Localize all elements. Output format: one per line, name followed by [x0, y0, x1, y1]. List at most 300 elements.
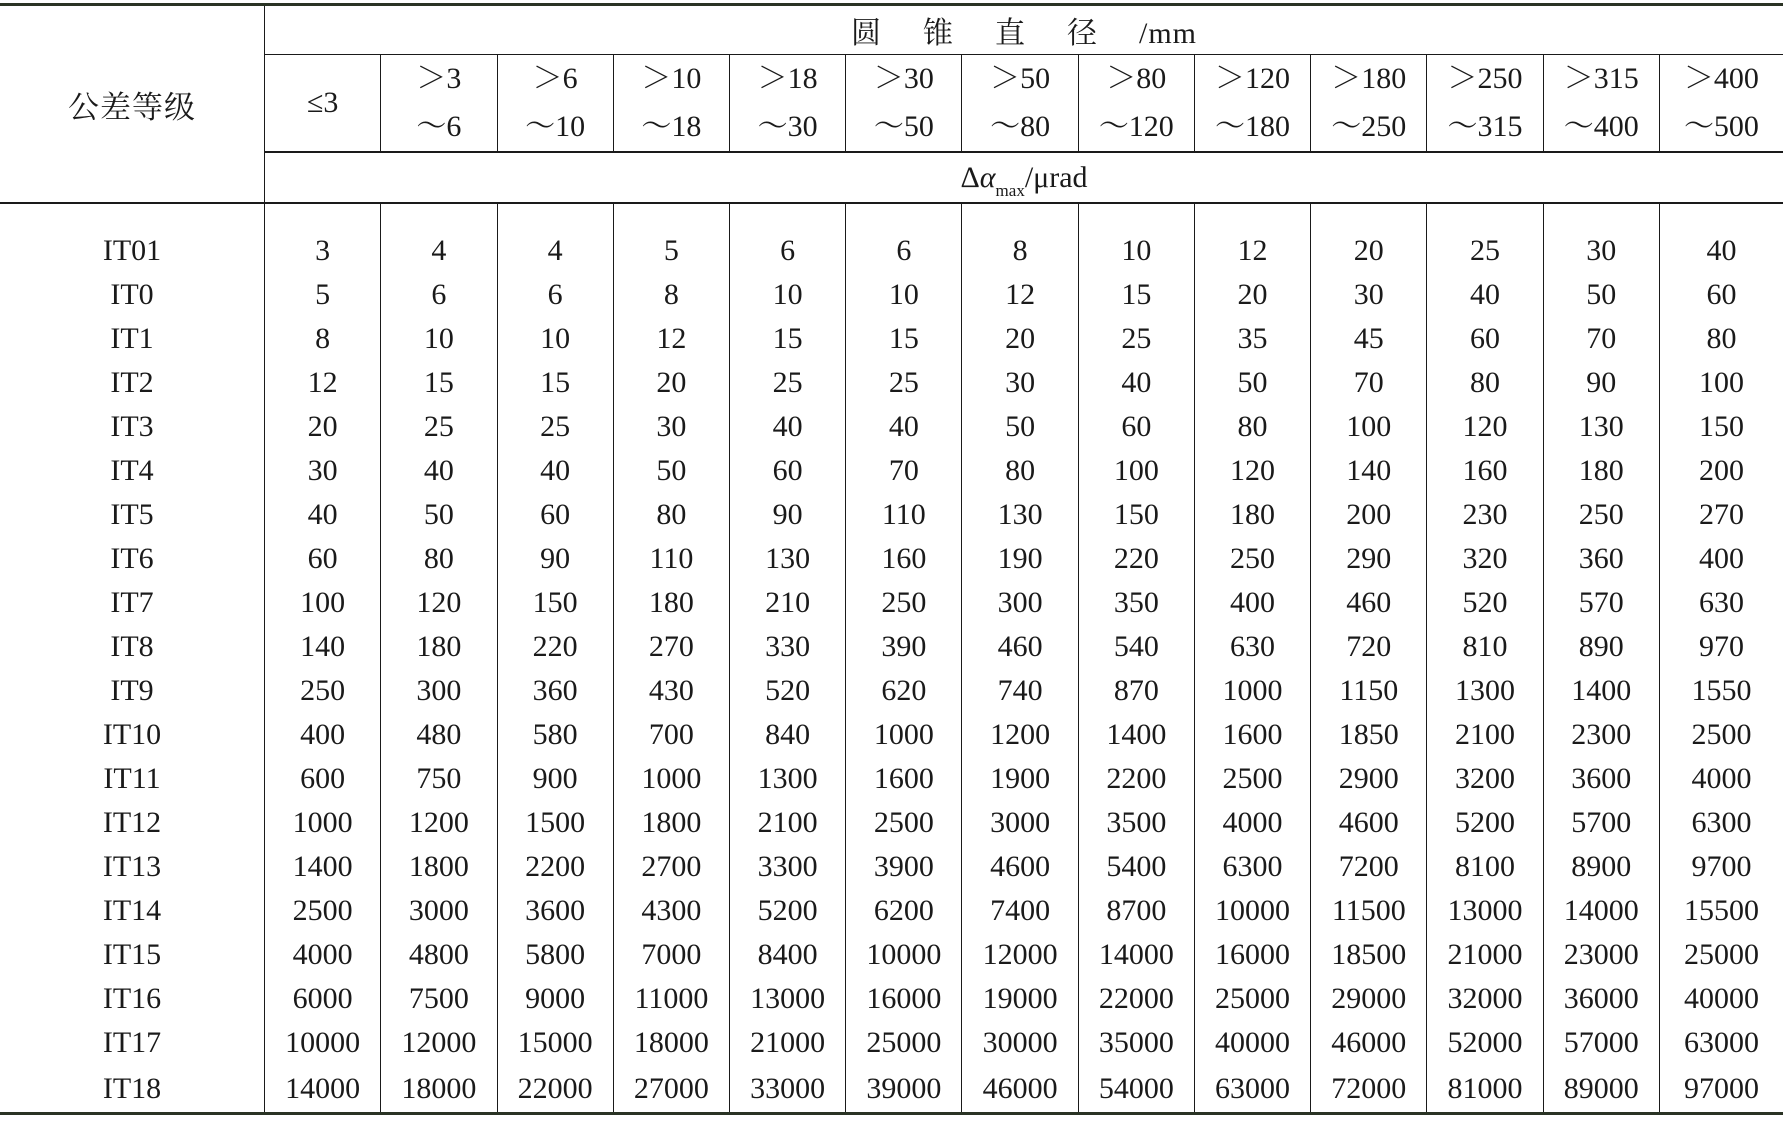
range-lower: ＞3: [416, 62, 462, 95]
table-row: [0, 801, 1783, 845]
value-cell: 6: [730, 229, 846, 273]
value-cell: 14000: [265, 1065, 381, 1114]
value-cell: 18000: [613, 1021, 729, 1065]
value-cell: 120: [1427, 405, 1543, 449]
value-cell: 60: [497, 493, 613, 537]
spacer-cell: [1194, 203, 1310, 229]
value-cell: 3600: [497, 889, 613, 933]
value-cell: 25000: [1194, 977, 1310, 1021]
value-cell: 25000: [1659, 933, 1783, 977]
range-header-cell: [497, 55, 613, 153]
value-cell: 72000: [1311, 1065, 1427, 1114]
value-cell: 1400: [1078, 713, 1194, 757]
value-cell: 5: [613, 229, 729, 273]
value-cell: 2100: [730, 801, 846, 845]
spacer-cell: [497, 203, 613, 229]
grade-cell: IT13: [102, 850, 162, 883]
unit-header: [265, 152, 1783, 203]
value-cell: 10: [497, 317, 613, 361]
range-upper: ～500: [1683, 110, 1759, 143]
value-cell: 200: [1311, 493, 1427, 537]
spacer-cell: [1543, 203, 1659, 229]
value-cell: 30: [613, 405, 729, 449]
value-cell: 2200: [1078, 757, 1194, 801]
range-header-cell: [1543, 55, 1659, 153]
value-cell: 3000: [962, 801, 1078, 845]
unit-alpha: α: [979, 160, 996, 194]
spacer-row: [0, 203, 1783, 229]
table-row: [0, 361, 1783, 405]
value-cell: 5400: [1078, 845, 1194, 889]
value-cell: 60: [1078, 405, 1194, 449]
value-cell: 60: [1659, 273, 1783, 317]
value-cell: 5: [265, 273, 381, 317]
range-header-cell: [730, 55, 846, 153]
range-upper: ～6: [416, 110, 462, 143]
value-cell: 40: [381, 449, 497, 493]
value-cell: 50: [1194, 361, 1310, 405]
unit-subscript: max: [995, 180, 1025, 200]
value-cell: 2200: [497, 845, 613, 889]
value-cell: 57000: [1543, 1021, 1659, 1065]
value-cell: 8700: [1078, 889, 1194, 933]
range-label: ≤3: [306, 86, 339, 119]
value-cell: 7400: [962, 889, 1078, 933]
range-header-cell: [1659, 55, 1783, 153]
value-cell: 2500: [1659, 713, 1783, 757]
value-cell: 70: [1311, 361, 1427, 405]
value-cell: 160: [846, 537, 962, 581]
value-cell: 18000: [381, 1065, 497, 1114]
value-cell: 4600: [962, 845, 1078, 889]
spacer-cell: [0, 203, 265, 229]
value-cell: 12: [265, 361, 381, 405]
table-row: [0, 493, 1783, 537]
grade-cell: IT17: [102, 1026, 162, 1059]
value-cell: 22000: [1078, 977, 1194, 1021]
value-cell: 80: [1659, 317, 1783, 361]
header-row-title: [0, 5, 1783, 55]
value-cell: 520: [1427, 581, 1543, 625]
value-cell: 80: [381, 537, 497, 581]
range-header-cell: [265, 55, 381, 153]
value-cell: 6200: [846, 889, 962, 933]
table-row: [0, 229, 1783, 273]
grade-cell: IT8: [110, 630, 154, 663]
value-cell: 20: [1194, 273, 1310, 317]
grade-cell: IT4: [110, 454, 154, 487]
value-cell: 460: [962, 625, 1078, 669]
value-cell: 5200: [1427, 801, 1543, 845]
value-cell: 870: [1078, 669, 1194, 713]
value-cell: 8400: [730, 933, 846, 977]
value-cell: 4300: [613, 889, 729, 933]
value-cell: 12: [613, 317, 729, 361]
table-row: [0, 669, 1783, 713]
range-header-cell: [613, 55, 729, 153]
range-upper: ～80: [990, 110, 1051, 143]
value-cell: 6000: [265, 977, 381, 1021]
header-row-ranges: [0, 55, 1783, 153]
value-cell: 3900: [846, 845, 962, 889]
table-row: [0, 977, 1783, 1021]
value-cell: 40000: [1194, 1021, 1310, 1065]
value-cell: 13000: [1427, 889, 1543, 933]
value-cell: 50: [962, 405, 1078, 449]
value-cell: 7200: [1311, 845, 1427, 889]
value-cell: 840: [730, 713, 846, 757]
spacer-cell: [846, 203, 962, 229]
value-cell: 630: [1194, 625, 1310, 669]
value-cell: 25: [1078, 317, 1194, 361]
table-row: [0, 317, 1783, 361]
value-cell: 200: [1659, 449, 1783, 493]
value-cell: 15000: [497, 1021, 613, 1065]
value-cell: 6300: [1659, 801, 1783, 845]
value-cell: 100: [1311, 405, 1427, 449]
value-cell: 23000: [1543, 933, 1659, 977]
value-cell: 190: [962, 537, 1078, 581]
value-cell: 4800: [381, 933, 497, 977]
value-cell: 270: [1659, 493, 1783, 537]
table-row: [0, 933, 1783, 977]
table-row: [0, 713, 1783, 757]
spacer-cell: [962, 203, 1078, 229]
value-cell: 4000: [1659, 757, 1783, 801]
table-row: [0, 1065, 1783, 1114]
value-cell: 15: [846, 317, 962, 361]
value-cell: 1550: [1659, 669, 1783, 713]
value-cell: 20: [962, 317, 1078, 361]
value-cell: 30: [1543, 229, 1659, 273]
spacer-cell: [1311, 203, 1427, 229]
value-cell: 80: [613, 493, 729, 537]
table-row: [0, 273, 1783, 317]
value-cell: 10000: [265, 1021, 381, 1065]
value-cell: 35: [1194, 317, 1310, 361]
value-cell: 29000: [1311, 977, 1427, 1021]
value-cell: 360: [497, 669, 613, 713]
value-cell: 1300: [1427, 669, 1543, 713]
value-cell: 25: [846, 361, 962, 405]
value-cell: 890: [1543, 625, 1659, 669]
value-cell: 90: [730, 493, 846, 537]
grade-cell: IT2: [110, 366, 154, 399]
grade-cell: IT6: [110, 542, 154, 575]
table-row: [0, 537, 1783, 581]
value-cell: 30: [1311, 273, 1427, 317]
value-cell: 810: [1427, 625, 1543, 669]
value-cell: 30: [962, 361, 1078, 405]
value-cell: 15: [1078, 273, 1194, 317]
value-cell: 20: [265, 405, 381, 449]
value-cell: 150: [1659, 405, 1783, 449]
table-row: [0, 757, 1783, 801]
value-cell: 210: [730, 581, 846, 625]
value-cell: 3600: [1543, 757, 1659, 801]
value-cell: 60: [1427, 317, 1543, 361]
grade-cell: IT16: [102, 982, 162, 1015]
value-cell: 570: [1543, 581, 1659, 625]
range-lower: ＞400: [1683, 62, 1759, 95]
value-cell: 25000: [846, 1021, 962, 1065]
range-lower: ＞180: [1331, 62, 1407, 95]
value-cell: 1800: [613, 801, 729, 845]
value-cell: 4000: [265, 933, 381, 977]
value-cell: 16000: [1194, 933, 1310, 977]
value-cell: 3500: [1078, 801, 1194, 845]
value-cell: 89000: [1543, 1065, 1659, 1114]
spacer-cell: [1078, 203, 1194, 229]
header-row-unit: [0, 152, 1783, 203]
spacer-cell: [1427, 203, 1543, 229]
value-cell: 110: [613, 537, 729, 581]
value-cell: 81000: [1427, 1065, 1543, 1114]
value-cell: 30000: [962, 1021, 1078, 1065]
value-cell: 63000: [1194, 1065, 1310, 1114]
table-row: [0, 625, 1783, 669]
value-cell: 740: [962, 669, 1078, 713]
value-cell: 220: [497, 625, 613, 669]
value-cell: 20: [613, 361, 729, 405]
value-cell: 430: [613, 669, 729, 713]
value-cell: 1150: [1311, 669, 1427, 713]
range-lower: ＞18: [757, 62, 818, 95]
value-cell: 63000: [1659, 1021, 1783, 1065]
value-cell: 1000: [613, 757, 729, 801]
value-cell: 2300: [1543, 713, 1659, 757]
value-cell: 180: [1543, 449, 1659, 493]
value-cell: 50: [381, 493, 497, 537]
value-cell: 600: [265, 757, 381, 801]
value-cell: 12000: [962, 933, 1078, 977]
range-header-cell: [962, 55, 1078, 153]
value-cell: 45: [1311, 317, 1427, 361]
range-upper: ～30: [757, 110, 818, 143]
grade-cell: IT0: [110, 278, 154, 311]
value-cell: 10: [1078, 229, 1194, 273]
range-upper: ～250: [1331, 110, 1407, 143]
spacer-cell: [1659, 203, 1783, 229]
value-cell: 8100: [1427, 845, 1543, 889]
spacer-cell: [265, 203, 381, 229]
value-cell: 2700: [613, 845, 729, 889]
value-cell: 22000: [497, 1065, 613, 1114]
value-cell: 33000: [730, 1065, 846, 1114]
range-upper: ～120: [1098, 110, 1174, 143]
range-upper: ～10: [525, 110, 586, 143]
value-cell: 250: [1194, 537, 1310, 581]
value-cell: 1000: [1194, 669, 1310, 713]
range-upper: ～50: [873, 110, 934, 143]
value-cell: 320: [1427, 537, 1543, 581]
value-cell: 100: [1078, 449, 1194, 493]
value-cell: 140: [265, 625, 381, 669]
value-cell: 270: [613, 625, 729, 669]
value-cell: 330: [730, 625, 846, 669]
value-cell: 3: [265, 229, 381, 273]
value-cell: 11000: [613, 977, 729, 1021]
value-cell: 15: [381, 361, 497, 405]
value-cell: 100: [265, 581, 381, 625]
value-cell: 400: [1194, 581, 1310, 625]
value-cell: 400: [265, 713, 381, 757]
value-cell: 100: [1659, 361, 1783, 405]
value-cell: 50: [1543, 273, 1659, 317]
grade-cell: IT01: [102, 234, 162, 267]
value-cell: 15: [497, 361, 613, 405]
value-cell: 40: [730, 405, 846, 449]
grade-cell: IT7: [110, 586, 154, 619]
value-cell: 32000: [1427, 977, 1543, 1021]
grade-cell: IT12: [102, 806, 162, 839]
value-cell: 60: [265, 537, 381, 581]
value-cell: 6: [846, 229, 962, 273]
value-cell: 2500: [846, 801, 962, 845]
value-cell: 150: [1078, 493, 1194, 537]
value-cell: 540: [1078, 625, 1194, 669]
value-cell: 460: [1311, 581, 1427, 625]
value-cell: 130: [730, 537, 846, 581]
value-cell: 12: [1194, 229, 1310, 273]
range-header-cell: [1427, 55, 1543, 153]
value-cell: 10: [381, 317, 497, 361]
value-cell: 80: [1427, 361, 1543, 405]
value-cell: 36000: [1543, 977, 1659, 1021]
grade-cell: IT10: [102, 718, 162, 751]
grade-cell: IT1: [110, 322, 154, 355]
value-cell: 1200: [381, 801, 497, 845]
grade-cell: IT14: [102, 894, 162, 927]
value-cell: 1900: [962, 757, 1078, 801]
value-cell: 46000: [1311, 1021, 1427, 1065]
value-cell: 900: [497, 757, 613, 801]
value-cell: 80: [962, 449, 1078, 493]
range-lower: ＞10: [641, 62, 702, 95]
range-lower: ＞250: [1447, 62, 1523, 95]
value-cell: 290: [1311, 537, 1427, 581]
table-row: [0, 889, 1783, 933]
value-cell: 180: [1194, 493, 1310, 537]
value-cell: 160: [1427, 449, 1543, 493]
range-upper: ～315: [1447, 110, 1523, 143]
value-cell: 15500: [1659, 889, 1783, 933]
value-cell: 25: [1427, 229, 1543, 273]
value-cell: 970: [1659, 625, 1783, 669]
value-cell: 8: [265, 317, 381, 361]
value-cell: 18500: [1311, 933, 1427, 977]
value-cell: 130: [1543, 405, 1659, 449]
value-cell: 40: [1427, 273, 1543, 317]
range-header-cell: [1078, 55, 1194, 153]
grade-cell: IT18: [0, 1065, 265, 1114]
unit-rest: /μrad: [1024, 160, 1088, 194]
value-cell: 250: [265, 669, 381, 713]
value-cell: 480: [381, 713, 497, 757]
spacer-cell: [730, 203, 846, 229]
value-cell: 52000: [1427, 1021, 1543, 1065]
value-cell: 1400: [1543, 669, 1659, 713]
value-cell: 5700: [1543, 801, 1659, 845]
value-cell: 8: [613, 273, 729, 317]
range-lower: ＞315: [1563, 62, 1639, 95]
table-row: [0, 845, 1783, 889]
value-cell: 1400: [265, 845, 381, 889]
value-cell: 21000: [1427, 933, 1543, 977]
value-cell: 230: [1427, 493, 1543, 537]
value-cell: 3300: [730, 845, 846, 889]
value-cell: 40: [1078, 361, 1194, 405]
value-cell: 1850: [1311, 713, 1427, 757]
value-cell: 10000: [846, 933, 962, 977]
value-cell: 300: [381, 669, 497, 713]
value-cell: 5200: [730, 889, 846, 933]
value-cell: 180: [613, 581, 729, 625]
diameter-header-chars: 圆锥直径: [851, 17, 1140, 50]
value-cell: 4600: [1311, 801, 1427, 845]
range-header-cell: [846, 55, 962, 153]
table-row: [0, 449, 1783, 493]
value-cell: 46000: [962, 1065, 1078, 1114]
range-upper: ～18: [641, 110, 702, 143]
value-cell: 390: [846, 625, 962, 669]
value-cell: 1500: [497, 801, 613, 845]
value-cell: 6: [381, 273, 497, 317]
value-cell: 15: [730, 317, 846, 361]
value-cell: 10: [730, 273, 846, 317]
value-cell: 60: [730, 449, 846, 493]
value-cell: 1300: [730, 757, 846, 801]
value-cell: 4: [381, 229, 497, 273]
table-row: [0, 1021, 1783, 1065]
range-lower: ＞6: [532, 62, 578, 95]
table-row: [0, 405, 1783, 449]
range-lower: ＞120: [1215, 62, 1291, 95]
diameter-header-unit: /mm: [1139, 17, 1198, 50]
value-cell: 40: [497, 449, 613, 493]
value-cell: 350: [1078, 581, 1194, 625]
value-cell: 4: [497, 229, 613, 273]
value-cell: 360: [1543, 537, 1659, 581]
value-cell: 13000: [730, 977, 846, 1021]
value-cell: 400: [1659, 537, 1783, 581]
value-cell: 35000: [1078, 1021, 1194, 1065]
value-cell: 8: [962, 229, 1078, 273]
value-cell: 300: [962, 581, 1078, 625]
value-cell: 20: [1311, 229, 1427, 273]
range-upper: ～180: [1215, 110, 1291, 143]
spacer-cell: [381, 203, 497, 229]
value-cell: 2500: [1194, 757, 1310, 801]
value-cell: 30: [265, 449, 381, 493]
value-cell: 7000: [613, 933, 729, 977]
value-cell: 16000: [846, 977, 962, 1021]
value-cell: 3200: [1427, 757, 1543, 801]
table-row: [0, 581, 1783, 625]
value-cell: 5800: [497, 933, 613, 977]
value-cell: 70: [1543, 317, 1659, 361]
value-cell: 6300: [1194, 845, 1310, 889]
value-cell: 25: [730, 361, 846, 405]
value-cell: 2500: [265, 889, 381, 933]
range-upper: ～400: [1563, 110, 1639, 143]
value-cell: 40: [1659, 229, 1783, 273]
tolerance-table: [0, 3, 1783, 1115]
value-cell: 2900: [1311, 757, 1427, 801]
value-cell: 12: [962, 273, 1078, 317]
value-cell: 700: [613, 713, 729, 757]
range-lower: ＞50: [990, 62, 1051, 95]
